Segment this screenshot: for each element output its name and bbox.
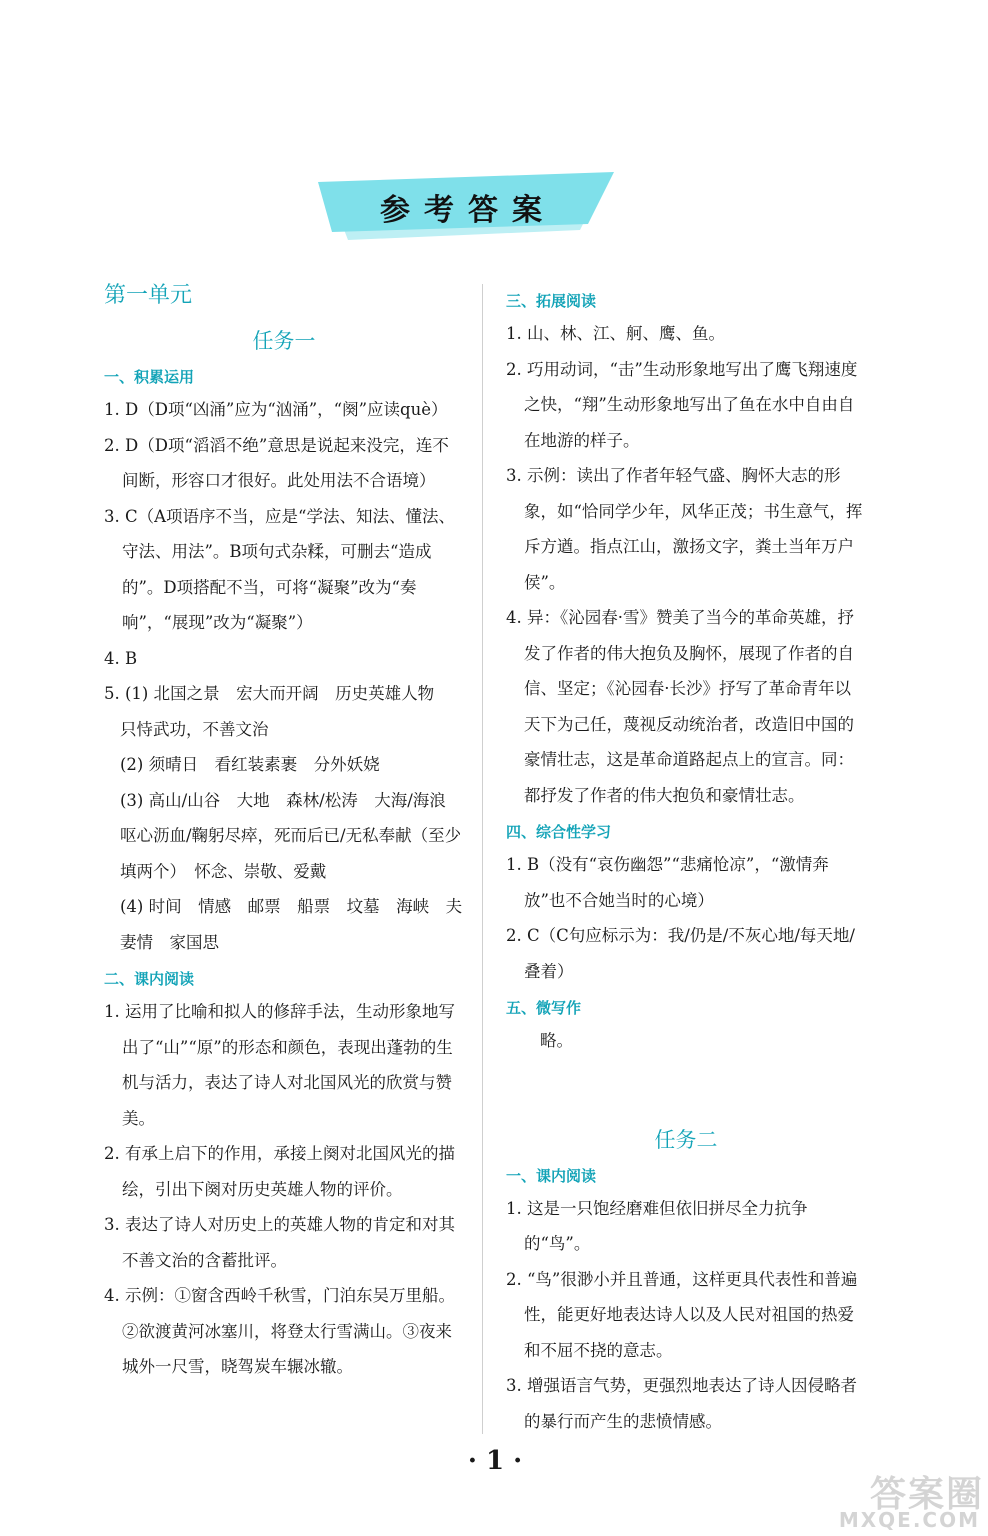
watermark-url: MXQE.COM — [838, 1508, 980, 1532]
answer-item: 2. 有承上启下的作用，承接上阕对北国风光的描绘，引出下阕对历史英雄人物的评价。 — [104, 1144, 455, 1199]
answer-item: 2. C（C句应标示为：我/仍是/不灰心地/每天地/叠着） — [506, 926, 855, 981]
answer-item: 1. B（没有“哀伤幽怨”“悲痛怆凉”，“激情奔放”也不合她当时的心境） — [506, 855, 829, 910]
answer-item: 1. D（D项“凶涌”应为“汹涌”，“阕”应读què） — [104, 400, 448, 419]
answer-item: 4. 异：《沁园春·雪》赞美了当今的革命英雄，抒发了作者的伟大抱负及胸怀，展现了作者的自信、坚定；《沁园春·长沙》抒写了革命青年以天下为己任，蔑视反动统治者，改造旧中国的豪情壮志，这是革命道路起点上的宣言。同：都抒发了作者的伟大抱负和豪情壮志。 — [506, 608, 854, 805]
answer-item: 3. 示例：读出了作者年轻气盛、胸怀大志的形象，如“恰同学少年，风华正茂；书生意气，挥斥方遒。指点江山，激扬文字，粪土当年万户侯”。 — [506, 466, 863, 592]
answer-item: 1. 运用了比喻和拟人的修辞手法，生动形象地写出了“山”“原”的形态和颜色，表现出蓬勃的生机与活力，表达了诗人对北国风光的欣赏与赞美。 — [104, 1002, 455, 1128]
spacer — [506, 1059, 866, 1119]
answer-subitem: (2) 须晴日 看红装素裹 分外妖娆 — [120, 755, 380, 774]
section-heading: 四、综合性学习 — [506, 823, 612, 841]
answer-item: 3. C（A项语序不当，应是“学法、知法、懂法、守法、用法”。B项句式杂糅，可删去“造成的”。D项搭配不当，可将“凝聚”改为“奏响”，“展现”改为“凝聚”） — [104, 506, 455, 632]
answer-subitem: (4) 时间 情感 邮票 船票 坟墓 海峡 夫妻情 家国思 — [120, 897, 463, 952]
task-title: 任务二 — [654, 1127, 718, 1152]
section-heading: 三、拓展阅读 — [506, 292, 597, 310]
watermark-logo — [804, 1466, 984, 1534]
answer-item: 4. 示例：①窗含西岭千秋雪，门泊东吴万里船。②欲渡黄河冰塞川，将登太行雪满山。③夜来城外一尺雪，晓驾炭车辗冰辙。 — [104, 1286, 455, 1376]
section-heading: 二、课内阅读 — [104, 970, 195, 988]
answer-item: 1. 这是一只饱经磨难但依旧拼尽全力抗争的“鸟”。 — [506, 1198, 808, 1253]
task-title: 任务一 — [252, 329, 316, 353]
left-column — [104, 282, 464, 1385]
right-column — [506, 282, 866, 1439]
answer-item: 1. 山、林、江、舸、鹰、鱼。 — [506, 324, 725, 343]
section-heading: 一、积累运用 — [104, 368, 195, 386]
answer-subitem: (3) 高山/山谷 大地 森林/松涛 大海/海浪 呕心沥血/鞠躬尽瘁，死而后已/无私奉献（至少填两个） 怀念、崇敬、爱戴 — [120, 790, 463, 881]
answer-item: 2. D（D项“滔滔不绝”意思是说起来没完，连不间断，形容口才很好。此处用法不合语境） — [104, 435, 449, 490]
answer-item: 5. (1) 北国之景 宏大而开阔 历史英雄人物 — [104, 684, 435, 703]
page-number: · 1 · — [467, 1446, 523, 1476]
unit-title: 第一单元 — [104, 283, 193, 308]
answer-item: 3. 增强语言气势，更强烈地表达了诗人因侵略者的暴行而产生的悲愤情感。 — [506, 1376, 857, 1431]
banner-title: 参考答案 — [380, 193, 556, 228]
answer-subitem: 只恃武功，不善文治 — [120, 719, 269, 739]
column-divider — [482, 284, 483, 1434]
answer-item: 4. B — [104, 648, 138, 668]
answer-item: 略。 — [540, 1031, 573, 1050]
answer-item: 2. 巧用动词，“击”生动形象地写出了鹰飞翔速度之快，“翔”生动形象地写出了鱼在水中自由自在地游的样子。 — [506, 359, 858, 450]
answer-item: 2. “鸟”很渺小并且普通，这样更具代表性和普遍性，能更好地表达诗人以及人民对祖国的热爱和不屈不挠的意志。 — [506, 1269, 858, 1360]
answer-item: 3. 表达了诗人对历史上的英雄人物的肯定和对其不善文治的含蓄批评。 — [104, 1215, 455, 1270]
watermark-text: 答案圈 — [869, 1474, 984, 1515]
section-heading: 一、课内阅读 — [506, 1166, 597, 1185]
title-banner — [318, 172, 618, 242]
section-heading: 五、微写作 — [506, 999, 582, 1017]
